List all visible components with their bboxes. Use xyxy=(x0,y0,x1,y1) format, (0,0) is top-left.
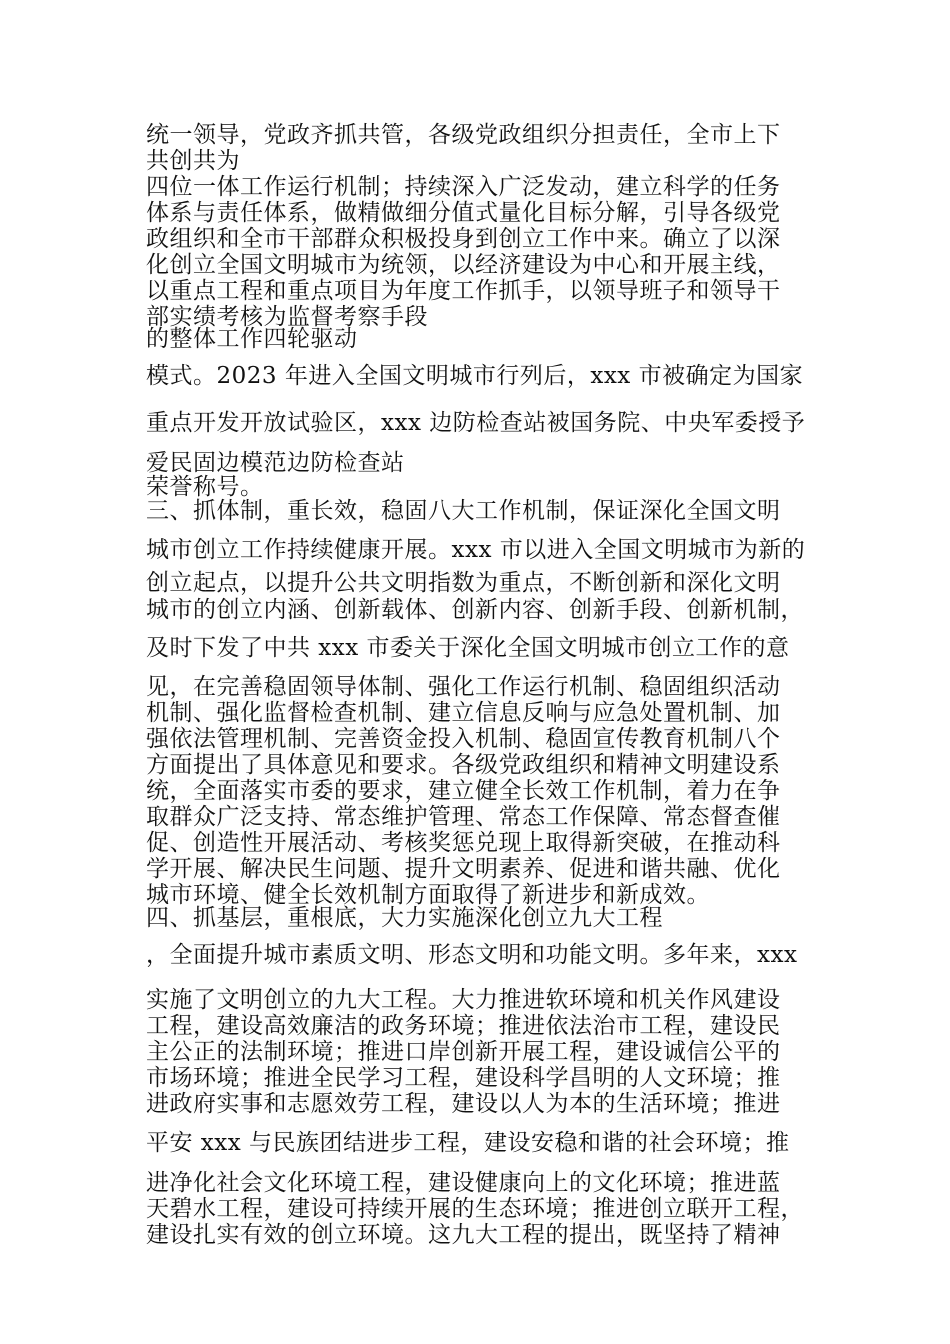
text-line: 城市环境、健全长效机制方面取得了新进步和新成效。 xyxy=(146,882,710,908)
text-line: 实施了文明创立的九大工程。大力推进软环境和机关作风建设 xyxy=(146,987,781,1013)
text-line: 平安 xxx 与民族团结进步工程，建设安稳和谐的社会环境；推 xyxy=(146,1130,790,1156)
text-line: 进政府实事和志愿效劳工程，建设以人为本的生活环境；推进 xyxy=(146,1091,781,1117)
text-line: 及时下发了中共 xxx 市委关于深化全国文明城市创立工作的意 xyxy=(146,635,790,661)
text-line: 见，在完善稳固领导体制、强化工作运行机制、稳固组织活动 xyxy=(146,674,781,700)
text-line: 主公正的法制环境；推进口岸创新开展工程，建设诚信公平的 xyxy=(146,1039,781,1065)
section-heading: 四、抓基层，重根底，大力实施深化创立九大工程 xyxy=(146,905,663,931)
text-line: 建设扎实有效的创立环境。这九大工程的提出，既坚持了精神 xyxy=(146,1222,781,1248)
text-line: 创立起点，以提升公共文明指数为重点，不断创新和深化文明 xyxy=(146,570,781,596)
text-line: 取群众广泛支持、常态维护管理、常态工作保障、常态督查催 xyxy=(146,804,781,830)
text-line: 四位一体工作运行机制；持续深入广泛发动，建立科学的任务 xyxy=(146,174,781,200)
text-line: 化创立全国文明城市为统领，以经济建设为中心和开展主线， xyxy=(146,252,781,278)
text-line: 的整体工作四轮驱动 xyxy=(146,326,358,352)
section-heading: 三、抓体制，重长效，稳固八大工作机制，保证深化全国文明 xyxy=(146,498,781,524)
text-line: 部实绩考核为监督考察手段 xyxy=(146,304,428,330)
text-line: 荣誉称号。 xyxy=(146,474,264,500)
text-line: 天碧水工程，建设可持续开展的生态环境；推进创立联开工程， xyxy=(146,1196,804,1222)
text-line: 城市创立工作持续健康开展。xxx 市以进入全国文明城市为新的 xyxy=(146,537,806,563)
text-line: 城市的创立内涵、创新载体、创新内容、创新手段、创新机制， xyxy=(146,597,804,623)
text-line: 机制、强化监督检查机制、建立信息反响与应急处置机制、加 xyxy=(146,700,781,726)
text-line: 政组织和全市干部群众积极投身到创立工作中来。确立了以深 xyxy=(146,226,781,252)
text-line: 爱民固边模范边防检查站 xyxy=(146,450,405,476)
text-line: 工程，建设高效廉洁的政务环境；推进依法治市工程，建设民 xyxy=(146,1013,781,1039)
text-line: 统一领导，党政齐抓共管，各级党政组织分担责任，全市上下 xyxy=(146,122,781,148)
text-line: 进净化社会文化环境工程，建设健康向上的文化环境；推进蓝 xyxy=(146,1170,781,1196)
text-line: 共创共为 xyxy=(146,148,240,174)
text-line: 学开展、解决民生问题、提升文明素养、促进和谐共融、优化 xyxy=(146,856,781,882)
text-line: 市场环境；推进全民学习工程，建设科学昌明的人文环境；推 xyxy=(146,1065,781,1091)
text-line: 以重点工程和重点项目为年度工作抓手，以领导班子和领导干 xyxy=(146,278,781,304)
text-line: 促、创造性开展活动、考核奖惩兑现上取得新突破，在推动科 xyxy=(146,830,781,856)
text-line: 重点开发开放试验区，xxx 边防检查站被国务院、中央军委授予 xyxy=(146,410,806,436)
text-line: ，全面提升城市素质文明、形态文明和功能文明。多年来，xxx xyxy=(146,942,798,968)
text-line: 方面提出了具体意见和要求。各级党政组织和精神文明建设系 xyxy=(146,752,781,778)
text-line: 模式。2023 年进入全国文明城市行列后，xxx 市被确定为国家 xyxy=(146,363,804,389)
text-line: 统，全面落实市委的要求，建立健全长效工作机制，着力在争 xyxy=(146,778,781,804)
text-line: 体系与责任体系，做精做细分值式量化目标分解，引导各级党 xyxy=(146,200,781,226)
text-line: 强依法管理机制、完善资金投入机制、稳固宣传教育机制八个 xyxy=(146,726,781,752)
